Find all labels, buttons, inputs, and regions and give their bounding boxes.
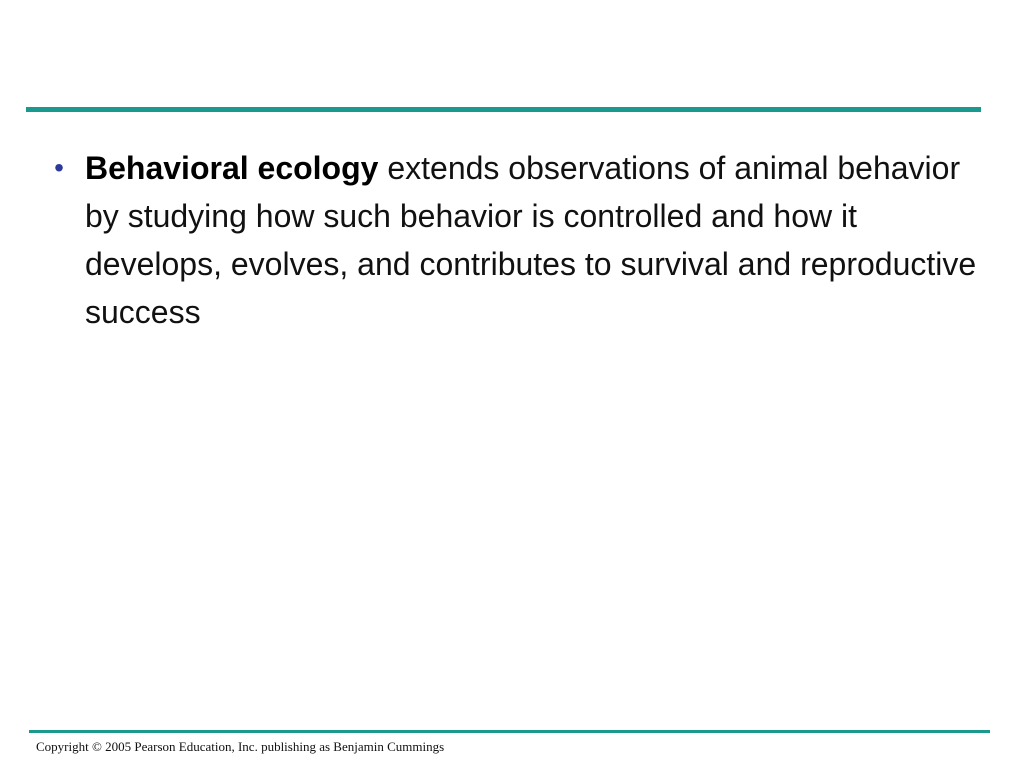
top-divider [26, 107, 981, 112]
bullet-list [47, 144, 977, 336]
bullet-term: Behavioral ecology [85, 150, 379, 186]
footer-divider [29, 730, 990, 733]
bullet-text: extends observations of animal behavior by studying how such behavior is controlled and how it develops, evolves, and contributes to survival and reproductive success [85, 150, 977, 330]
bullet-item [47, 144, 977, 336]
copyright-footer: Copyright © 2005 Pearson Education, Inc. publishing as Benjamin Cummings [36, 739, 445, 754]
bullet-marker: • [54, 152, 64, 183]
